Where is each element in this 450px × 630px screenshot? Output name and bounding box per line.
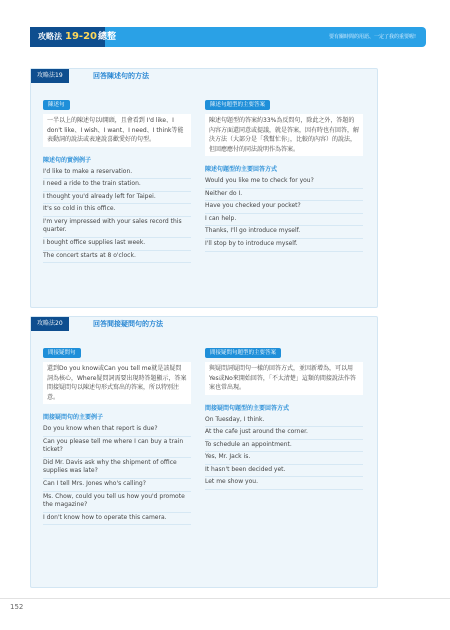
example-list xyxy=(205,415,363,491)
example-item: Yes, Mr. Jack is. xyxy=(205,452,363,465)
panel-paragraph: 一半以上的陳述句以I開頭，且會看到 I'd like、I don't like、I wish、I want、I need、I think等能表動詞的說法或表達說喜歡愛好的句型。 xyxy=(43,114,191,147)
panel-tag: 間接疑問句 xyxy=(43,348,81,358)
panel-tag: 間接疑問句題型的主要答案 xyxy=(205,348,281,358)
badge-number: 19-20 xyxy=(65,31,97,42)
examples-heading: 間接疑問句題型的主要回答方式 xyxy=(205,404,290,412)
section-title: 回答間接疑問句的方法 xyxy=(93,320,163,328)
badge-label: 攻略法 xyxy=(38,32,62,41)
examples-heading: 陳述句的實例例子 xyxy=(43,156,92,164)
example-item: I'd like to make a reservation. xyxy=(43,167,191,180)
example-item: Thanks, I'll go introduce myself. xyxy=(205,226,363,239)
example-item: I bought office supplies last week. xyxy=(43,238,191,251)
section-title: 回答陳述句的方法 xyxy=(93,72,149,80)
example-item: It's so cold in this office. xyxy=(43,204,191,217)
example-item: It hasn't been decided yet. xyxy=(205,465,363,478)
example-item: The concert starts at 8 o'clock. xyxy=(43,251,191,264)
chapter-title: 總整 xyxy=(98,32,117,42)
panel-tag: 陳述句題型的主要答案 xyxy=(205,100,270,110)
example-item: I'll stop by to introduce myself. xyxy=(205,239,363,252)
panel-paragraph: 陳述句題型的答案約33%為反問句，除此之外，答題的內容方面還同意或提議，就是答案，因有時也有回答，解決方法（大部分是「我幫忙你」，比較的內容）的說法，但回應應付的同法說明作為答案。 xyxy=(205,114,363,156)
example-item: Have you checked your pocket? xyxy=(205,201,363,214)
example-item: Let me show you. xyxy=(205,477,363,490)
example-item: Can you please tell me where I can buy a train ticket? xyxy=(43,437,191,458)
example-item: Ms. Chow, could you tell us how you'd promote the magazine? xyxy=(43,492,191,513)
example-item: Neither do I. xyxy=(205,189,363,202)
right-panel xyxy=(205,91,363,299)
example-item: On Tuesday, I think. xyxy=(205,415,363,428)
examples-heading: 陳述句題型的主要回答方式 xyxy=(205,166,278,173)
left-panel xyxy=(43,91,191,299)
panel-paragraph: 與疑問詞疑問句一樣的回答方式，並因新增為，可以用Yes或No來開始回答，「不太清楚」這類的間接說法作答案也常出現。 xyxy=(205,362,363,395)
example-item: Did Mr. Davis ask why the shipment of office supplies was late? xyxy=(43,458,191,479)
chapter-subtitle: 要有關時間的用語、一定了我的重要喔! xyxy=(328,34,416,40)
example-item: I thought you'd already left for Taipei. xyxy=(43,192,191,205)
example-item: Can I tell Mrs. Jones who's calling? xyxy=(43,479,191,492)
section-tab: 攻略法19 xyxy=(31,69,69,83)
chapter-badge xyxy=(30,27,105,47)
page-number: 152 xyxy=(10,603,24,611)
panel-paragraph: 還到Do you know或Can you tell me就是該疑問詞為核心，Where疑問詞需要出現時答題顯示，答案間接疑問句以陳述句形式寫出的答案，所以特別注意。 xyxy=(43,362,191,404)
example-item: Do you know when that report is due? xyxy=(43,424,191,437)
example-item: I'm very impressed with your sales record this quarter. xyxy=(43,217,191,238)
section-strategy-19 xyxy=(30,68,378,308)
panel-tag: 陳述句 xyxy=(43,100,70,110)
section-tab: 攻略法20 xyxy=(31,317,69,331)
example-item: At the cafe just around the corner. xyxy=(205,427,363,440)
example-item: To schedule an appointment. xyxy=(205,440,363,453)
example-item: I don't know how to operate this camera. xyxy=(43,513,191,526)
example-item: I can help. xyxy=(205,214,363,227)
example-item: Would you like me to check for you? xyxy=(205,176,363,189)
chapter-header xyxy=(30,27,426,47)
footer-divider xyxy=(0,598,450,599)
example-list xyxy=(43,167,191,264)
left-panel xyxy=(43,339,191,579)
examples-heading: 間接疑問句的主要例子 xyxy=(43,414,104,421)
example-list xyxy=(205,176,363,252)
example-list xyxy=(43,424,191,525)
right-panel xyxy=(205,339,363,579)
section-strategy-20 xyxy=(30,316,378,588)
example-item: I need a ride to the train station. xyxy=(43,179,191,192)
